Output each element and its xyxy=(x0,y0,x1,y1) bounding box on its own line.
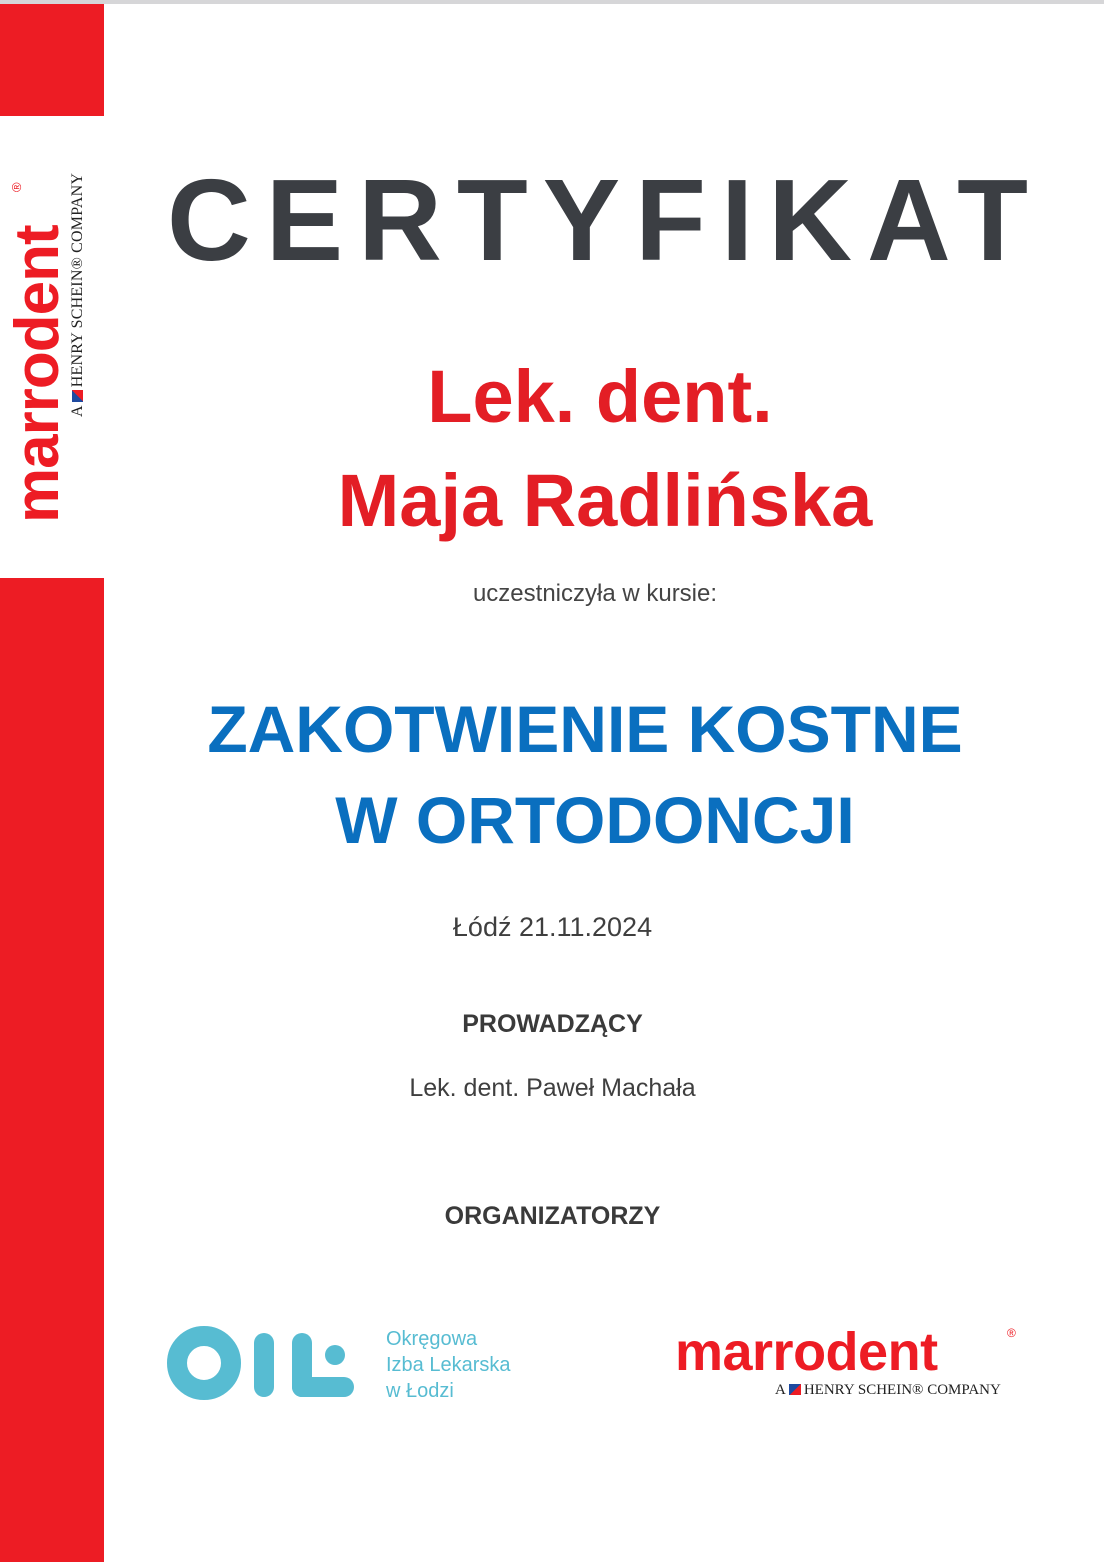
course-title-line2: W ORTODONCJI xyxy=(335,783,855,857)
side-registered-mark: ® xyxy=(9,182,24,192)
marrodent-brand-name: marrodent xyxy=(675,1322,938,1382)
marrodent-tagline xyxy=(775,1382,1001,1399)
henry-schein-flag-icon xyxy=(72,390,83,402)
recipient-title: Lek. dent. xyxy=(427,355,773,438)
marrodent-tagline-company: HENRY SCHEIN® COMPANY xyxy=(803,1382,1001,1398)
red-side-bar-bottom xyxy=(0,578,104,1562)
marrodent-tagline-a: A xyxy=(775,1382,786,1398)
side-brand-name: marrodent xyxy=(3,225,72,523)
participation-text: uczestniczyła w kursie: xyxy=(472,580,718,607)
oil-name-line3: w Łodzi xyxy=(386,1380,454,1402)
oil-logo-icon xyxy=(166,1325,366,1405)
henry-schein-flag-icon xyxy=(789,1384,801,1395)
top-border xyxy=(0,0,1104,4)
organizers-heading: ORGANIZATORZY xyxy=(444,1202,661,1230)
course-title-line1: ZAKOTWIENIE KOSTNE xyxy=(207,692,963,766)
side-tagline-a: A xyxy=(69,405,86,417)
red-side-bar-top xyxy=(0,4,104,116)
oil-name-line2: Izba Lekarska xyxy=(386,1354,511,1376)
lecturer-heading: PROWADZĄCY xyxy=(462,1010,643,1038)
certificate-title: CERTYFIKAT xyxy=(166,155,1044,285)
oil-name-line1: Okręgowa xyxy=(386,1328,478,1350)
marrodent-registered-mark: ® xyxy=(1007,1326,1016,1340)
place-date: Łódź 21.11.2024 xyxy=(452,912,653,942)
marrodent-logo xyxy=(675,1320,1035,1410)
recipient-name: Maja Radlińska xyxy=(337,459,873,542)
lecturer-name: Lek. dent. Paweł Machała xyxy=(409,1074,696,1102)
side-tagline xyxy=(69,173,87,417)
side-tagline-company: HENRY SCHEIN® COMPANY xyxy=(69,172,86,388)
oil-name xyxy=(386,1326,511,1404)
